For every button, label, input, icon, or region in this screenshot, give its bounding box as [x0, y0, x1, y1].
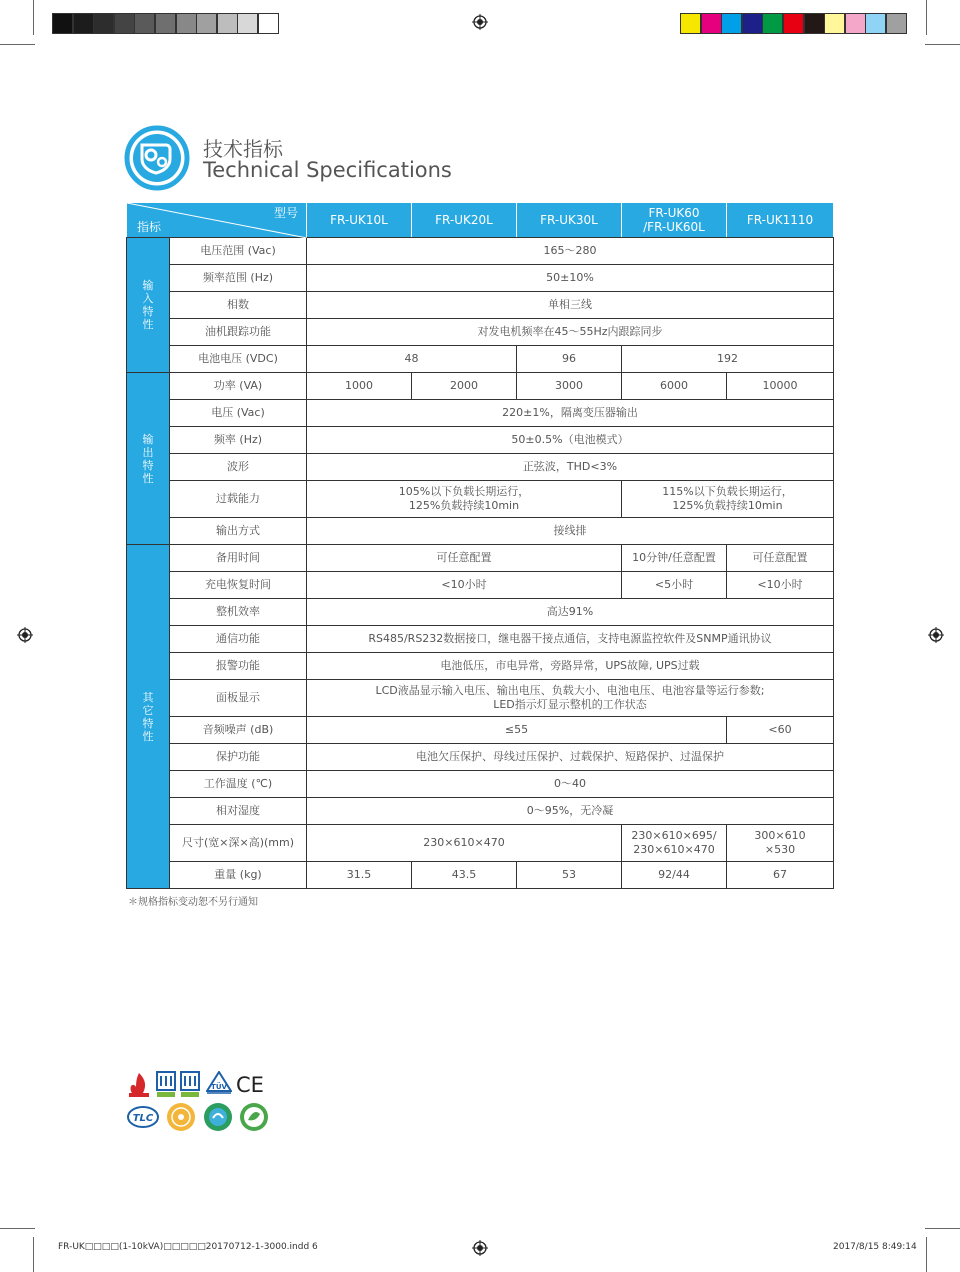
gear-shield-icon [124, 125, 190, 191]
color-swatch [762, 13, 783, 34]
table-row [127, 717, 834, 744]
certification-logo-ce-icon [236, 1073, 266, 1095]
gray-swatch [93, 13, 114, 34]
footnote: ＊规格指标变动恕不另行通知 [128, 897, 258, 908]
row-value: 50±10% [307, 265, 834, 292]
crop-mark [0, 44, 35, 45]
row-label: 工作温度 (℃) [170, 771, 307, 798]
registration-mark-icon [17, 627, 33, 643]
row-value [622, 481, 834, 518]
row-value: 2000 [412, 373, 517, 400]
cell-line: 230×610×470 [633, 843, 715, 856]
table-row [127, 427, 834, 454]
row-label: 波形 [170, 454, 307, 481]
page-title-cn: 技术指标 [203, 137, 283, 161]
gray-swatch [52, 13, 73, 34]
row-value: 1000 [307, 373, 412, 400]
registration-mark-icon [472, 14, 488, 30]
corner-spec-label: 指标 [137, 220, 162, 234]
gray-swatch [73, 13, 94, 34]
color-swatch [721, 13, 742, 34]
corner-model-label: 型号 [273, 206, 298, 220]
row-value: 3000 [517, 373, 622, 400]
gray-swatch [237, 13, 258, 34]
row-value: 高达91% [307, 599, 834, 626]
row-label: 功率 (VA) [170, 373, 307, 400]
table-row [127, 599, 834, 626]
row-value: 96 [517, 346, 622, 373]
table-row [127, 346, 834, 373]
table-row [127, 292, 834, 319]
crop-mark [33, 1237, 34, 1272]
table-row [127, 572, 834, 599]
row-value: 10000 [727, 373, 834, 400]
row-label: 整机效率 [170, 599, 307, 626]
row-value [307, 481, 622, 518]
row-label: 备用时间 [170, 545, 307, 572]
row-value: 可任意配置 [307, 545, 622, 572]
group-other: 其它特性 [127, 545, 170, 889]
crop-mark [925, 44, 960, 45]
page-title-en: Technical Specifications [203, 158, 452, 182]
row-value [307, 680, 834, 717]
row-label: 相对湿度 [170, 798, 307, 825]
row-value [727, 825, 834, 862]
model-header: FR-UK20L [412, 203, 517, 238]
row-value: RS485/RS232数据接口，继电器干接点通信，支持电源监控软件及SNMP通讯协议 [307, 626, 834, 653]
row-value: 0～95%，无冷凝 [307, 798, 834, 825]
tlc-text: TLC [132, 1113, 154, 1124]
color-swatch [824, 13, 845, 34]
spec-table [126, 202, 834, 889]
row-label: 面板显示 [170, 680, 307, 717]
certification-logo-tlc-icon [127, 1105, 159, 1129]
crop-mark [926, 1237, 927, 1272]
crop-mark [926, 0, 927, 35]
table-row [127, 454, 834, 481]
table-row [127, 653, 834, 680]
table-row [127, 744, 834, 771]
table-row [127, 862, 834, 889]
row-value: 可任意配置 [727, 545, 834, 572]
row-label: 相数 [170, 292, 307, 319]
corner-header [127, 203, 307, 238]
cell-line: 300×610 [754, 829, 806, 842]
row-value: 192 [622, 346, 834, 373]
cell-line: 105%以下负载长期运行， [398, 485, 530, 498]
certification-logo-red-flame-icon [127, 1071, 151, 1099]
cell-line: 125%负载持续10min [408, 499, 520, 512]
row-value: 67 [727, 862, 834, 889]
row-value: ≤55 [307, 717, 727, 744]
color-swatch [783, 13, 804, 34]
row-value: 92/44 [622, 862, 727, 889]
table-row [127, 798, 834, 825]
crop-mark [33, 0, 34, 35]
row-value: 10分钟/任意配置 [622, 545, 727, 572]
table-row [127, 481, 834, 518]
cell-line: LED指示灯显示整机的工作状态 [493, 698, 647, 711]
color-swatch [680, 13, 701, 34]
tuv-text: TÜV [211, 1083, 227, 1091]
model-header-line: /FR-UK60L [643, 220, 705, 234]
table-row [127, 319, 834, 346]
row-label: 报警功能 [170, 653, 307, 680]
row-value [622, 825, 727, 862]
row-value: 43.5 [412, 862, 517, 889]
footer-timestamp: 2017/8/15 8:49:14 [833, 1242, 917, 1252]
row-value: 对发电机频率在45～55Hz内跟踪同步 [307, 319, 834, 346]
row-label: 电压范围 (Vac) [170, 238, 307, 265]
certification-logo-blue-1-icon [156, 1071, 176, 1099]
row-value: 电池低压，市电异常，旁路异常，UPS故障, UPS过载 [307, 653, 834, 680]
crop-mark [925, 1228, 960, 1229]
row-value: 48 [307, 346, 517, 373]
table-row [127, 400, 834, 427]
color-swatch [804, 13, 825, 34]
cell-line: ×530 [764, 843, 796, 856]
row-label: 过载能力 [170, 481, 307, 518]
gray-swatch [196, 13, 217, 34]
cell-line: 230×610×695/ [631, 829, 717, 842]
row-value: 0～40 [307, 771, 834, 798]
row-label: 尺寸(宽×深×高)(mm) [170, 825, 307, 862]
row-value: 220±1%，隔离变压器输出 [307, 400, 834, 427]
cell-line: 115%以下负载长期运行， [662, 485, 793, 498]
row-label: 通信功能 [170, 626, 307, 653]
table-row [127, 545, 834, 572]
row-label: 电池电压 (VDC) [170, 346, 307, 373]
row-value: 单相三线 [307, 292, 834, 319]
certification-logo-tuv-icon [206, 1071, 232, 1099]
table-row [127, 373, 834, 400]
row-value: <5小时 [622, 572, 727, 599]
gray-swatch [114, 13, 135, 34]
color-swatch [865, 13, 886, 34]
gray-swatch [134, 13, 155, 34]
model-header-line: FR-UK60 [648, 206, 700, 220]
row-value: 165～280 [307, 238, 834, 265]
row-label: 电压 (Vac) [170, 400, 307, 427]
table-row [127, 265, 834, 292]
row-value: 接线排 [307, 518, 834, 545]
table-row [127, 518, 834, 545]
group-output: 输出特性 [127, 373, 170, 545]
row-label: 频率 (Hz) [170, 427, 307, 454]
table-row [127, 771, 834, 798]
model-header: FR-UK10L [307, 203, 412, 238]
certification-logo-green-leaf-icon [239, 1102, 269, 1132]
gray-swatch [217, 13, 238, 34]
row-label: 输出方式 [170, 518, 307, 545]
registration-mark-icon [472, 1240, 488, 1256]
group-input: 输入特性 [127, 238, 170, 373]
table-row [127, 626, 834, 653]
table-row [127, 825, 834, 862]
row-label: 频率范围 (Hz) [170, 265, 307, 292]
registration-mark-icon [928, 627, 944, 643]
model-header [622, 203, 727, 238]
ce-text: CE [236, 1073, 264, 1095]
certification-logo-green-seal-icon [203, 1102, 233, 1132]
row-value: 正弦波，THD<3% [307, 454, 834, 481]
row-value: <60 [727, 717, 834, 744]
row-value: 230×610×470 [307, 825, 622, 862]
gray-swatch [176, 13, 197, 34]
model-header: FR-UK1110 [727, 203, 834, 238]
row-label: 音频噪声 (dB) [170, 717, 307, 744]
row-value: 电池欠压保护、母线过压保护、过载保护、短路保护、过温保护 [307, 744, 834, 771]
cell-line: 125%负载持续10min [672, 499, 783, 512]
crop-mark [0, 1228, 35, 1229]
row-label: 油机跟踪功能 [170, 319, 307, 346]
row-label: 保护功能 [170, 744, 307, 771]
color-swatch [701, 13, 722, 34]
footer-filename: FR-UK□□□□(1-10kVA)□□□□□20170712-1-3000.indd 6 [58, 1242, 318, 1252]
row-value: 50±0.5%（电池模式） [307, 427, 834, 454]
row-value: 53 [517, 862, 622, 889]
row-label: 重量 (kg) [170, 862, 307, 889]
row-value: <10小时 [727, 572, 834, 599]
certification-logo-blue-2-icon [180, 1071, 200, 1099]
cell-line: LCD液晶显示输入电压、输出电压、负载大小、电池电压、电池容量等运行参数; [375, 684, 765, 697]
table-header-row [127, 203, 834, 238]
certification-logo-gold-seal-icon [166, 1102, 196, 1132]
row-label: 充电恢复时间 [170, 572, 307, 599]
model-header: FR-UK30L [517, 203, 622, 238]
gray-swatch [155, 13, 176, 34]
row-value: <10小时 [307, 572, 622, 599]
table-row [127, 680, 834, 717]
color-swatch [742, 13, 763, 34]
table-row [127, 238, 834, 265]
row-value: 6000 [622, 373, 727, 400]
gray-swatch [258, 13, 279, 34]
color-swatch [886, 13, 907, 34]
color-swatch [845, 13, 866, 34]
row-value: 31.5 [307, 862, 412, 889]
